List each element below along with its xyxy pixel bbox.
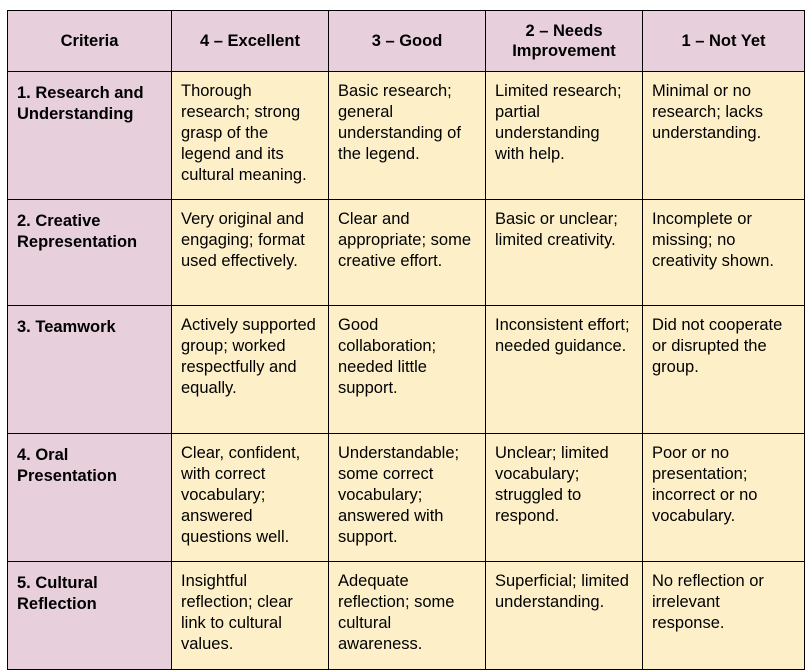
header-needs-improvement: 2 – Needs Improvement — [486, 11, 643, 72]
not-yet-cell: Poor or no presentation; incorrect or no vocabulary. — [643, 434, 805, 562]
table-row — [8, 434, 805, 562]
not-yet-cell: Did not cooperate or disrupted the group. — [643, 306, 805, 434]
good-cell: Adequate reflection; some cultural awareness. — [329, 562, 486, 670]
needs-improvement-cell: Limited research; partial understanding with help. — [486, 72, 643, 200]
not-yet-cell: Incomplete or missing; no creativity shown. — [643, 200, 805, 306]
rubric-table — [7, 10, 805, 670]
needs-improvement-cell: Basic or unclear; limited creativity. — [486, 200, 643, 306]
criteria-cell: 2. Creative Representation — [8, 200, 172, 306]
not-yet-cell: No reflection or irrelevant response. — [643, 562, 805, 670]
excellent-cell: Clear, confident, with correct vocabulary; answered questions well. — [172, 434, 329, 562]
excellent-cell: Very original and engaging; format used effectively. — [172, 200, 329, 306]
excellent-cell: Insightful reflection; clear link to cultural values. — [172, 562, 329, 670]
not-yet-cell: Minimal or no research; lacks understanding. — [643, 72, 805, 200]
good-cell: Good collaboration; needed little support. — [329, 306, 486, 434]
excellent-cell: Thorough research; strong grasp of the legend and its cultural meaning. — [172, 72, 329, 200]
header-not-yet: 1 – Not Yet — [643, 11, 805, 72]
good-cell: Clear and appropriate; some creative effort. — [329, 200, 486, 306]
criteria-cell: 5. Cultural Reflection — [8, 562, 172, 670]
table-row — [8, 200, 805, 306]
criteria-cell: 1. Research and Understanding — [8, 72, 172, 200]
header-excellent: 4 – Excellent — [172, 11, 329, 72]
needs-improvement-cell: Superficial; limited understanding. — [486, 562, 643, 670]
good-cell: Basic research; general understanding of the legend. — [329, 72, 486, 200]
header-row — [8, 11, 805, 72]
needs-improvement-cell: Unclear; limited vocabulary; struggled to respond. — [486, 434, 643, 562]
excellent-cell: Actively supported group; worked respectfully and equally. — [172, 306, 329, 434]
table-row — [8, 72, 805, 200]
needs-improvement-cell: Inconsistent effort; needed guidance. — [486, 306, 643, 434]
criteria-cell: 3. Teamwork — [8, 306, 172, 434]
criteria-cell: 4. Oral Presentation — [8, 434, 172, 562]
header-criteria: Criteria — [8, 11, 172, 72]
table-row — [8, 562, 805, 670]
table-row — [8, 306, 805, 434]
header-good: 3 – Good — [329, 11, 486, 72]
good-cell: Understandable; some correct vocabulary; answered with support. — [329, 434, 486, 562]
